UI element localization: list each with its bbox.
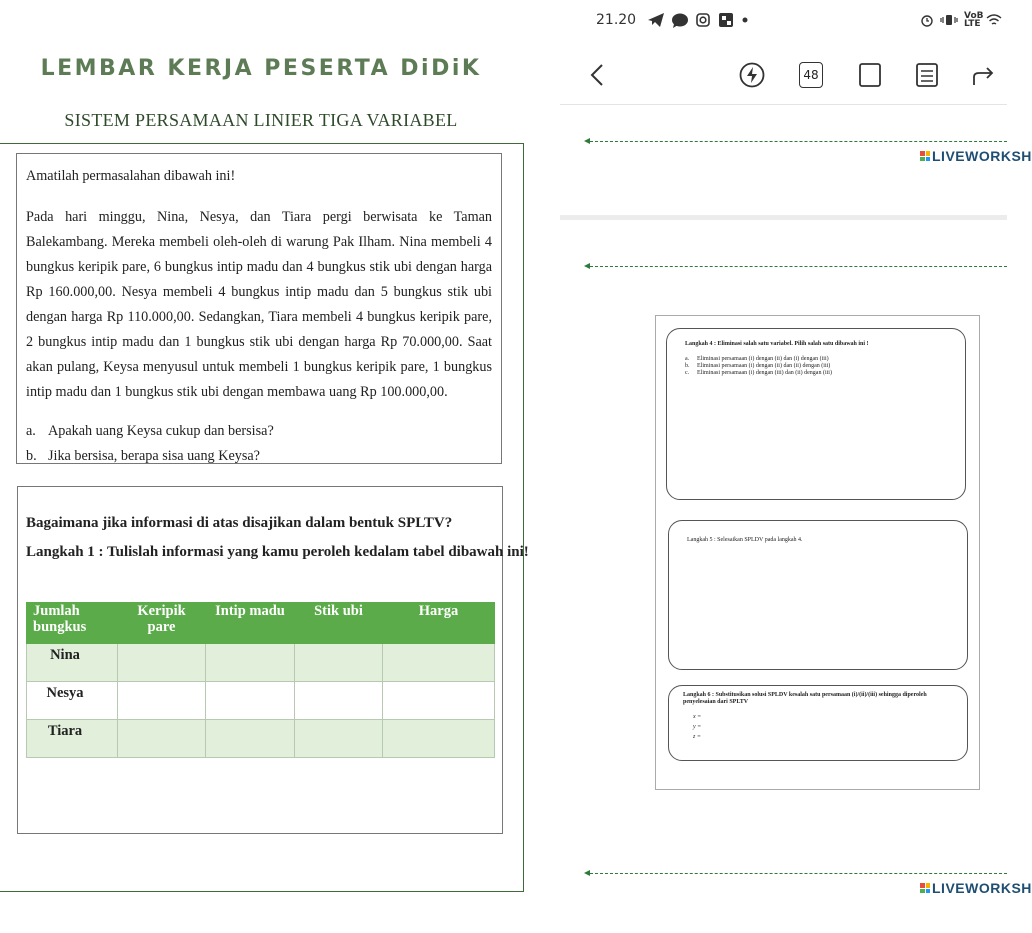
fullscreen-button[interactable]	[855, 60, 885, 90]
vibrate-icon	[940, 14, 958, 26]
share-icon	[972, 63, 998, 87]
notification-icons	[648, 12, 748, 28]
table-cell	[295, 682, 383, 720]
app-icon	[718, 12, 734, 28]
brand-name: LIVEWORKSH	[932, 880, 1032, 896]
status-bar	[560, 0, 1007, 40]
table-header-cell: Keripik pare	[118, 603, 206, 644]
question-label: b.	[26, 448, 37, 464]
brand-logo	[920, 148, 1032, 164]
brand-icon	[920, 883, 930, 893]
table-cell	[295, 644, 383, 682]
step6-vars	[683, 712, 955, 742]
layout-button[interactable]	[912, 60, 942, 90]
brand-icon	[920, 151, 930, 161]
step4-option	[685, 370, 965, 377]
zoom-button[interactable]	[796, 60, 826, 90]
dot-icon	[742, 17, 748, 23]
question-list	[26, 419, 492, 469]
table-cell	[383, 720, 495, 758]
step5-title: Langkah 5 : Selesaikan SPLDV pada langkah 4.	[687, 537, 803, 543]
spltv-question: Bagaimana jika informasi di atas disajikan dalam bentuk SPLTV?	[26, 515, 453, 531]
table-cell	[383, 644, 495, 682]
fullscreen-icon	[859, 63, 881, 87]
option-label: b.	[685, 363, 690, 369]
question-item	[26, 444, 492, 469]
page-break-line	[590, 141, 1007, 142]
system-icons	[920, 12, 1002, 28]
step4-option	[685, 363, 965, 370]
wifi-icon	[986, 14, 1002, 27]
table-row	[27, 682, 495, 720]
page-break-line	[590, 266, 1007, 267]
table-header-cell: Intip madu	[206, 603, 295, 644]
step6-box	[668, 685, 968, 761]
problem-box	[16, 153, 502, 464]
step4-options	[685, 356, 965, 377]
table-row	[27, 720, 495, 758]
table-cell	[118, 720, 206, 758]
step6-title: Langkah 6 : Substitusikan solusi SPLDV kesalah satu persamaan (i)/(ii)/(iii) sehingga diperoleh penyelesaian dari SPLTV	[683, 692, 927, 705]
option-label: a.	[685, 356, 690, 362]
worksheet-subtitle: SISTEM PERSAMAAN LINIER TIGA VARIABEL	[64, 110, 458, 130]
info-table	[26, 602, 495, 758]
table-cell	[118, 644, 206, 682]
option-text: Eliminasi persamaan (i) dengan (ii) dan (ii) dengan (iii)	[697, 363, 831, 369]
page-break-line	[590, 873, 1007, 874]
layout-icon	[916, 63, 938, 87]
step1-instruction: Langkah 1 : Tulislah informasi yang kamu peroleh kedalam tabel dibawah ini!	[26, 544, 529, 560]
zoom-level: 48	[799, 62, 823, 88]
telegram-icon	[648, 13, 664, 27]
step4-box	[666, 328, 966, 500]
option-label: c.	[685, 370, 690, 376]
row-name: Nina	[27, 644, 118, 682]
table-cell	[118, 682, 206, 720]
brand-logo	[920, 880, 1032, 896]
question-item	[26, 419, 492, 444]
brand-name: LIVEWORKSH	[932, 148, 1032, 164]
worksheet-title: LEMBAR KERJA PESERTA DiDiK	[40, 56, 482, 81]
problem-intro: Amatilah permasalahan dibawah ini!	[26, 168, 236, 184]
table-header-cell: Harga	[383, 603, 495, 644]
row-name: Tiara	[27, 720, 118, 758]
network-label: VoB LTE	[964, 11, 984, 29]
flash-button[interactable]	[737, 60, 767, 90]
question-text: Apakah uang Keysa cukup dan bersisa?	[48, 423, 274, 439]
option-text: Eliminasi persamaan (i) dengan (iii) dan (ii) dengan (iii)	[697, 370, 832, 376]
toolbar-divider	[560, 104, 1007, 105]
reader-toolbar	[560, 52, 1007, 100]
table-cell	[295, 720, 383, 758]
table-cell	[206, 682, 295, 720]
var-x: x =	[693, 714, 702, 720]
chat-icon	[672, 13, 688, 28]
table-header-row	[27, 603, 495, 644]
table-row	[27, 644, 495, 682]
table-header-cell: Stik ubi	[295, 603, 383, 644]
question-label: a.	[26, 423, 36, 439]
table-cell	[206, 644, 295, 682]
row-name: Nesya	[27, 682, 118, 720]
share-button[interactable]	[970, 60, 1000, 90]
flash-icon	[739, 62, 765, 88]
alarm-icon	[920, 13, 934, 27]
question-text: Jika bersisa, berapa sisa uang Keysa?	[48, 448, 260, 464]
instagram-icon	[696, 13, 710, 27]
problem-story: Pada hari minggu, Nina, Nesya, dan Tiara pergi berwisata ke Taman Balekambang. Mereka membeli oleh-oleh di warung Pak Ilham. Nina membeli 4 bungkus keripik pare, 6 bungkus intip madu dan 4 bungkus stik ubi dengan harga Rp 160.000,00. Nesya membeli 4 bungkus intip madu dan 5 bungkus stik ubi dengan harga Rp 110.000,00. Sedangkan, Tiara membeli 4 bungkus keripik pare, 2 bungkus intip madu dan 1 bungkus stik ubi dengan harga Rp 70.000,00. Saat akan pulang, Keysa menyusul untuk membeli 1 bungkus keripik pare, 1 bungkus intip madu dan 1 bungkus stik ubi dengan membawa uang Rp 100.000,00.	[26, 209, 492, 400]
option-text: Eliminasi persamaan (i) dengan (ii) dan (i) dengan (iii)	[697, 356, 829, 362]
var-z: z =	[693, 734, 701, 740]
var-y: y =	[693, 724, 702, 730]
table-header-cell: Jumlah bungkus	[27, 603, 118, 644]
table-cell	[383, 682, 495, 720]
step4-title: Langkah 4 : Eliminasi salah satu variabel. Pilih salah satu dibawah ini !	[685, 341, 869, 347]
page-preview[interactable]	[655, 315, 980, 790]
step5-box	[668, 520, 968, 670]
back-button[interactable]	[582, 60, 612, 90]
page-separator	[560, 215, 1007, 220]
step4-option	[685, 356, 965, 363]
chevron-left-icon	[590, 63, 604, 87]
table-cell	[206, 720, 295, 758]
status-time: 21.20	[596, 12, 637, 28]
